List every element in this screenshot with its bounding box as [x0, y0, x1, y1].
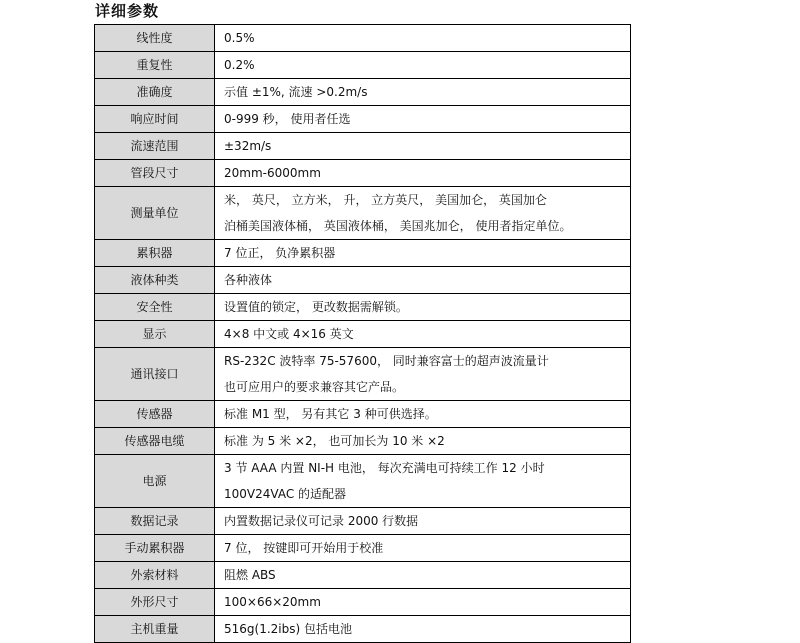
- spec-value-line: RS-232C 波特率 75-57600， 同时兼容富士的超声波流量计: [224, 354, 549, 368]
- spec-value-line: 米， 英尺， 立方米， 升， 立方英尺， 美国加仑， 英国加仑: [224, 193, 547, 207]
- spec-value: [215, 79, 631, 106]
- spec-value-line: 设置值的锁定， 更改数据需解锁。: [224, 300, 408, 314]
- spec-value: [215, 160, 631, 187]
- spec-value-line: 3 节 AAA 内置 NI-H 电池， 每次充满电可持续工作 12 小时: [224, 461, 545, 475]
- spec-row: [95, 160, 631, 187]
- spec-label: 响应时间: [95, 106, 215, 133]
- spec-label: 重复性: [95, 52, 215, 79]
- spec-value-line: 标准 为 5 米 ×2， 也可加长为 10 米 ×2: [224, 434, 445, 448]
- spec-row: [95, 267, 631, 294]
- spec-label: 准确度: [95, 79, 215, 106]
- spec-row: [95, 106, 631, 133]
- spec-value-line: 泊桶美国液体桶， 英国液体桶， 美国兆加仑， 使用者指定单位。: [224, 219, 572, 233]
- spec-value: [215, 25, 631, 52]
- spec-row: [95, 562, 631, 589]
- spec-value: [215, 616, 631, 643]
- spec-value-line: 4×8 中文或 4×16 英文: [224, 327, 354, 341]
- spec-value: [215, 52, 631, 79]
- spec-value-line: 标准 M1 型， 另有其它 3 种可供选择。: [224, 407, 437, 421]
- spec-row: [95, 401, 631, 428]
- spec-row: [95, 52, 631, 79]
- spec-value: [215, 508, 631, 535]
- spec-value-line: 也可应用户的要求兼容其它产品。: [224, 380, 405, 394]
- spec-label: 安全性: [95, 294, 215, 321]
- spec-row: [95, 428, 631, 455]
- spec-label: 主机重量: [95, 616, 215, 643]
- spec-value-line: 100V24VAC 的适配器: [224, 487, 347, 501]
- spec-row: [95, 616, 631, 643]
- spec-value-line: 0.5%: [224, 31, 255, 45]
- spec-value: [215, 240, 631, 267]
- spec-label: 外索材料: [95, 562, 215, 589]
- spec-label: 传感器: [95, 401, 215, 428]
- spec-label: 液体种类: [95, 267, 215, 294]
- spec-value-line: 0-999 秒， 使用者任选: [224, 112, 351, 126]
- spec-label: 通讯接口: [95, 348, 215, 401]
- spec-value-line: 0.2%: [224, 58, 255, 72]
- spec-table: [94, 24, 631, 643]
- spec-row: [95, 321, 631, 348]
- spec-label: 电源: [95, 455, 215, 508]
- spec-row: [95, 294, 631, 321]
- spec-value: [215, 267, 631, 294]
- spec-row: [95, 508, 631, 535]
- spec-value: [215, 321, 631, 348]
- spec-row: [95, 455, 631, 508]
- spec-value-line: 20mm-6000mm: [224, 166, 321, 180]
- spec-row: [95, 79, 631, 106]
- spec-label: 流速范围: [95, 133, 215, 160]
- spec-label: 线性度: [95, 25, 215, 52]
- spec-value-line: 内置数据记录仪可记录 2000 行数据: [224, 514, 419, 528]
- spec-value-line: 7 位， 按键即可开始用于校准: [224, 541, 384, 555]
- spec-label: 显示: [95, 321, 215, 348]
- spec-label: 手动累积器: [95, 535, 215, 562]
- spec-row: [95, 133, 631, 160]
- spec-label: 累积器: [95, 240, 215, 267]
- spec-value: [215, 455, 631, 508]
- spec-label: 管段尺寸: [95, 160, 215, 187]
- spec-label: 传感器电缆: [95, 428, 215, 455]
- spec-value-line: ±32m/s: [224, 139, 272, 153]
- spec-row: [95, 25, 631, 52]
- spec-row: [95, 240, 631, 267]
- spec-row: [95, 589, 631, 616]
- spec-value: [215, 294, 631, 321]
- spec-value-line: 516g(1.2ibs) 包括电池: [224, 622, 352, 636]
- spec-value: [215, 428, 631, 455]
- spec-value: [215, 562, 631, 589]
- spec-value-line: 各种液体: [224, 273, 273, 287]
- spec-value-line: 7 位正， 负净累积器: [224, 246, 336, 260]
- spec-value-line: 阻燃 ABS: [224, 568, 276, 582]
- spec-value: [215, 187, 631, 240]
- spec-value: [215, 401, 631, 428]
- spec-row: [95, 187, 631, 240]
- spec-value: [215, 535, 631, 562]
- spec-label: 外形尺寸: [95, 589, 215, 616]
- spec-value: [215, 348, 631, 401]
- spec-row: [95, 535, 631, 562]
- spec-label: 测量单位: [95, 187, 215, 240]
- spec-value-line: 示值 ±1%, 流速 >0.2m/s: [224, 85, 368, 99]
- spec-value-line: 100×66×20mm: [224, 595, 321, 609]
- spec-value: [215, 106, 631, 133]
- spec-label: 数据记录: [95, 508, 215, 535]
- spec-value: [215, 589, 631, 616]
- spec-row: [95, 348, 631, 401]
- section-title: 详细参数: [95, 2, 160, 20]
- spec-value: [215, 133, 631, 160]
